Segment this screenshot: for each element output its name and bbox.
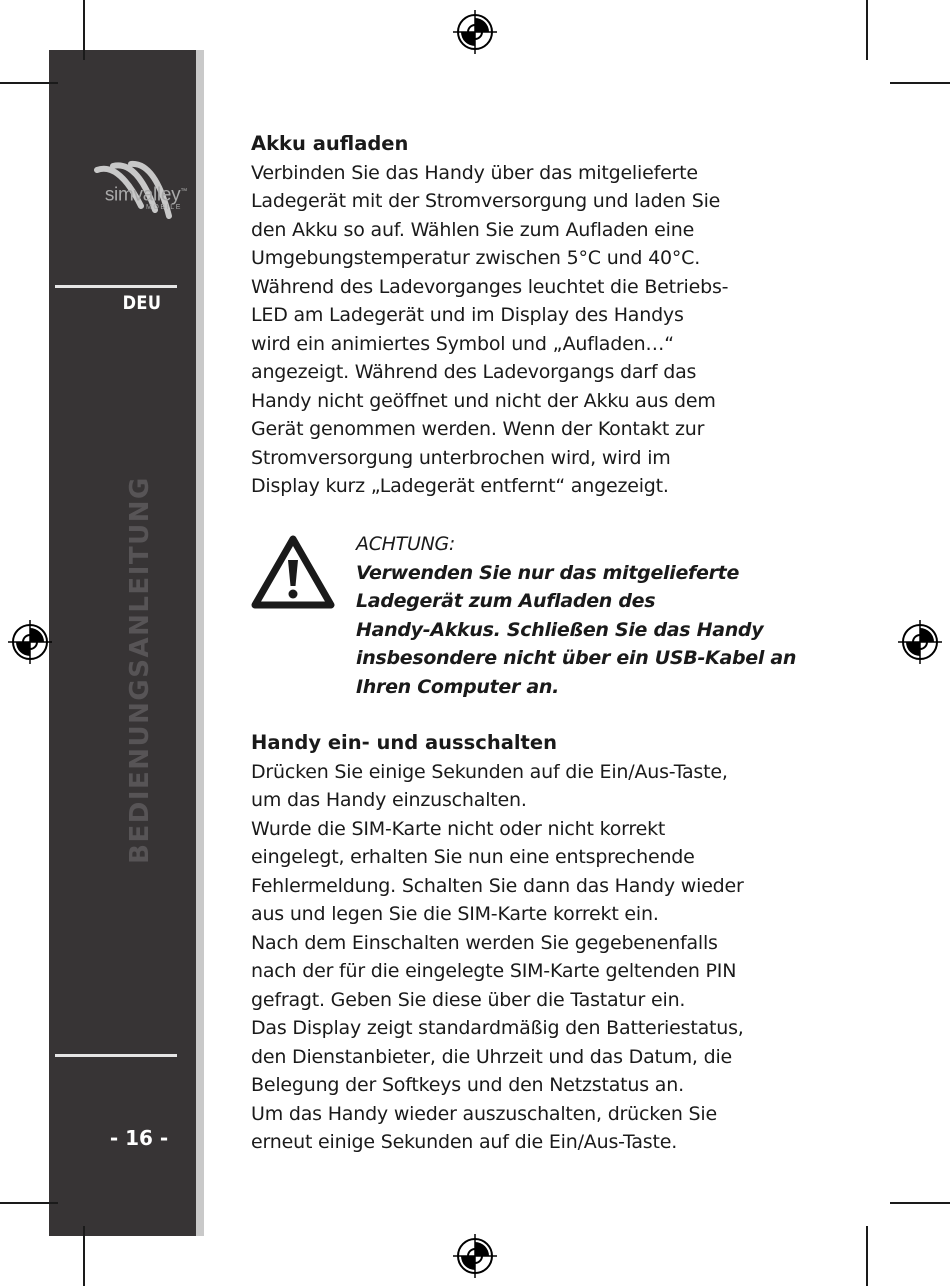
body-line: nach der für die eingelegte SIM-Karte geltenden PIN: [251, 960, 737, 982]
body-line: Verbinden Sie das Handy über das mitgelieferte: [251, 161, 698, 184]
body-line: eingelegt, erhalten Sie nun eine entsprechende: [251, 846, 695, 868]
warning-text: [356, 530, 816, 701]
body-line: Umgebungstemperatur zwischen 5°C und 40°C.: [251, 247, 701, 269]
warning-line: Ihren Computer an.: [356, 675, 560, 698]
warning-line: Verwenden Sie nur das mitgelieferte: [356, 561, 740, 584]
section-body: [251, 159, 811, 501]
section-body: [251, 758, 811, 1157]
body-line: Gerät genommen werden. Wenn der Kontakt zur: [251, 418, 705, 440]
manual-title-vertical: BEDIENUNGSANLEITUNG: [125, 476, 155, 864]
brand-subtitle: MOBILE: [145, 204, 182, 211]
warning-triangle-icon: [251, 534, 335, 610]
body-line: Drücken Sie einige Sekunden auf die Ein/Aus-Taste,: [251, 760, 728, 783]
body-line: den Akku so auf. Wählen Sie zum Aufladen eine: [251, 218, 695, 241]
body-line: LED am Ladegerät und im Display des Handys: [251, 304, 684, 326]
crop-mark: [0, 1202, 58, 1204]
body-line: Handy nicht geöffnet und nicht der Akku aus dem: [251, 389, 716, 412]
registration-mark-icon: [451, 1232, 499, 1280]
body-line: Fehlermeldung. Schalten Sie dann das Handy wieder: [251, 874, 744, 897]
body-line: gefragt. Geben Sie diese über die Tastatur ein.: [251, 988, 686, 1011]
crop-mark: [890, 82, 950, 84]
body-line: Belegung der Softkeys und den Netzstatus an.: [251, 1074, 684, 1096]
body-line: angezeigt. Während des Ladevorgangs darf das: [251, 361, 697, 383]
brand-logo: [49, 182, 187, 205]
body-line: den Dienstanbieter, die Uhrzeit und das Datum, die: [251, 1045, 733, 1068]
body-line: Nach dem Einschalten werden Sie gegebenenfalls: [251, 931, 718, 954]
sidebar: [49, 50, 196, 1236]
section-heading: Akku aufladen: [251, 132, 409, 155]
body-line: aus und legen Sie die SIM-Karte korrekt ein.: [251, 903, 659, 925]
section-power: [251, 729, 811, 1157]
sidebar-rule-top: [55, 285, 177, 288]
registration-mark-icon: [6, 618, 54, 666]
crop-mark: [866, 0, 868, 60]
warning-box: [251, 530, 811, 700]
body-line: erneut einige Sekunden auf die Ein/Aus-Taste.: [251, 1131, 678, 1153]
brand-tm: ™: [180, 188, 187, 195]
warning-line: Ladegerät zum Aufladen des: [356, 590, 656, 612]
crop-mark: [866, 1226, 868, 1286]
page-number: - 16 -: [109, 1126, 169, 1150]
crop-mark: [890, 1202, 950, 1204]
body-line: wird ein animiertes Symbol und „Aufladen…“: [251, 332, 674, 355]
language-label: DEU: [122, 292, 162, 314]
registration-mark-icon: [896, 618, 944, 666]
body-line: Während des Ladevorganges leuchtet die Betriebs-: [251, 275, 729, 298]
crop-mark: [0, 82, 58, 84]
body-line: Um das Handy wieder auszuschalten, drücken Sie: [251, 1102, 717, 1125]
sidebar-rule-bottom: [55, 1054, 177, 1057]
body-line: um das Handy einzuschalten.: [251, 789, 527, 811]
body-line: Ladegerät mit der Stromversorgung und laden Sie: [251, 190, 721, 212]
section-charging: [251, 130, 811, 501]
body-line: Wurde die SIM-Karte nicht oder nicht korrekt: [251, 817, 666, 840]
registration-mark-icon: [451, 8, 499, 56]
body-line: Das Display zeigt standardmäßig den Batteriestatus,: [251, 1017, 744, 1039]
section-heading: Handy ein- und ausschalten: [251, 731, 557, 754]
sidebar-shadow: [196, 50, 204, 1236]
crop-mark: [83, 1226, 85, 1286]
warning-title: ACHTUNG:: [356, 533, 456, 555]
warning-line: Handy-Akkus. Schließen Sie das Handy: [356, 618, 764, 641]
body-line: Stromversorgung unterbrochen wird, wird im: [251, 446, 671, 469]
brand-name: simvalley: [104, 184, 181, 206]
warning-line: insbesondere nicht über ein USB-Kabel an: [356, 647, 797, 669]
crop-mark: [83, 0, 85, 60]
body-line: Display kurz „Ladegerät entfernt“ angezeigt.: [251, 475, 669, 497]
